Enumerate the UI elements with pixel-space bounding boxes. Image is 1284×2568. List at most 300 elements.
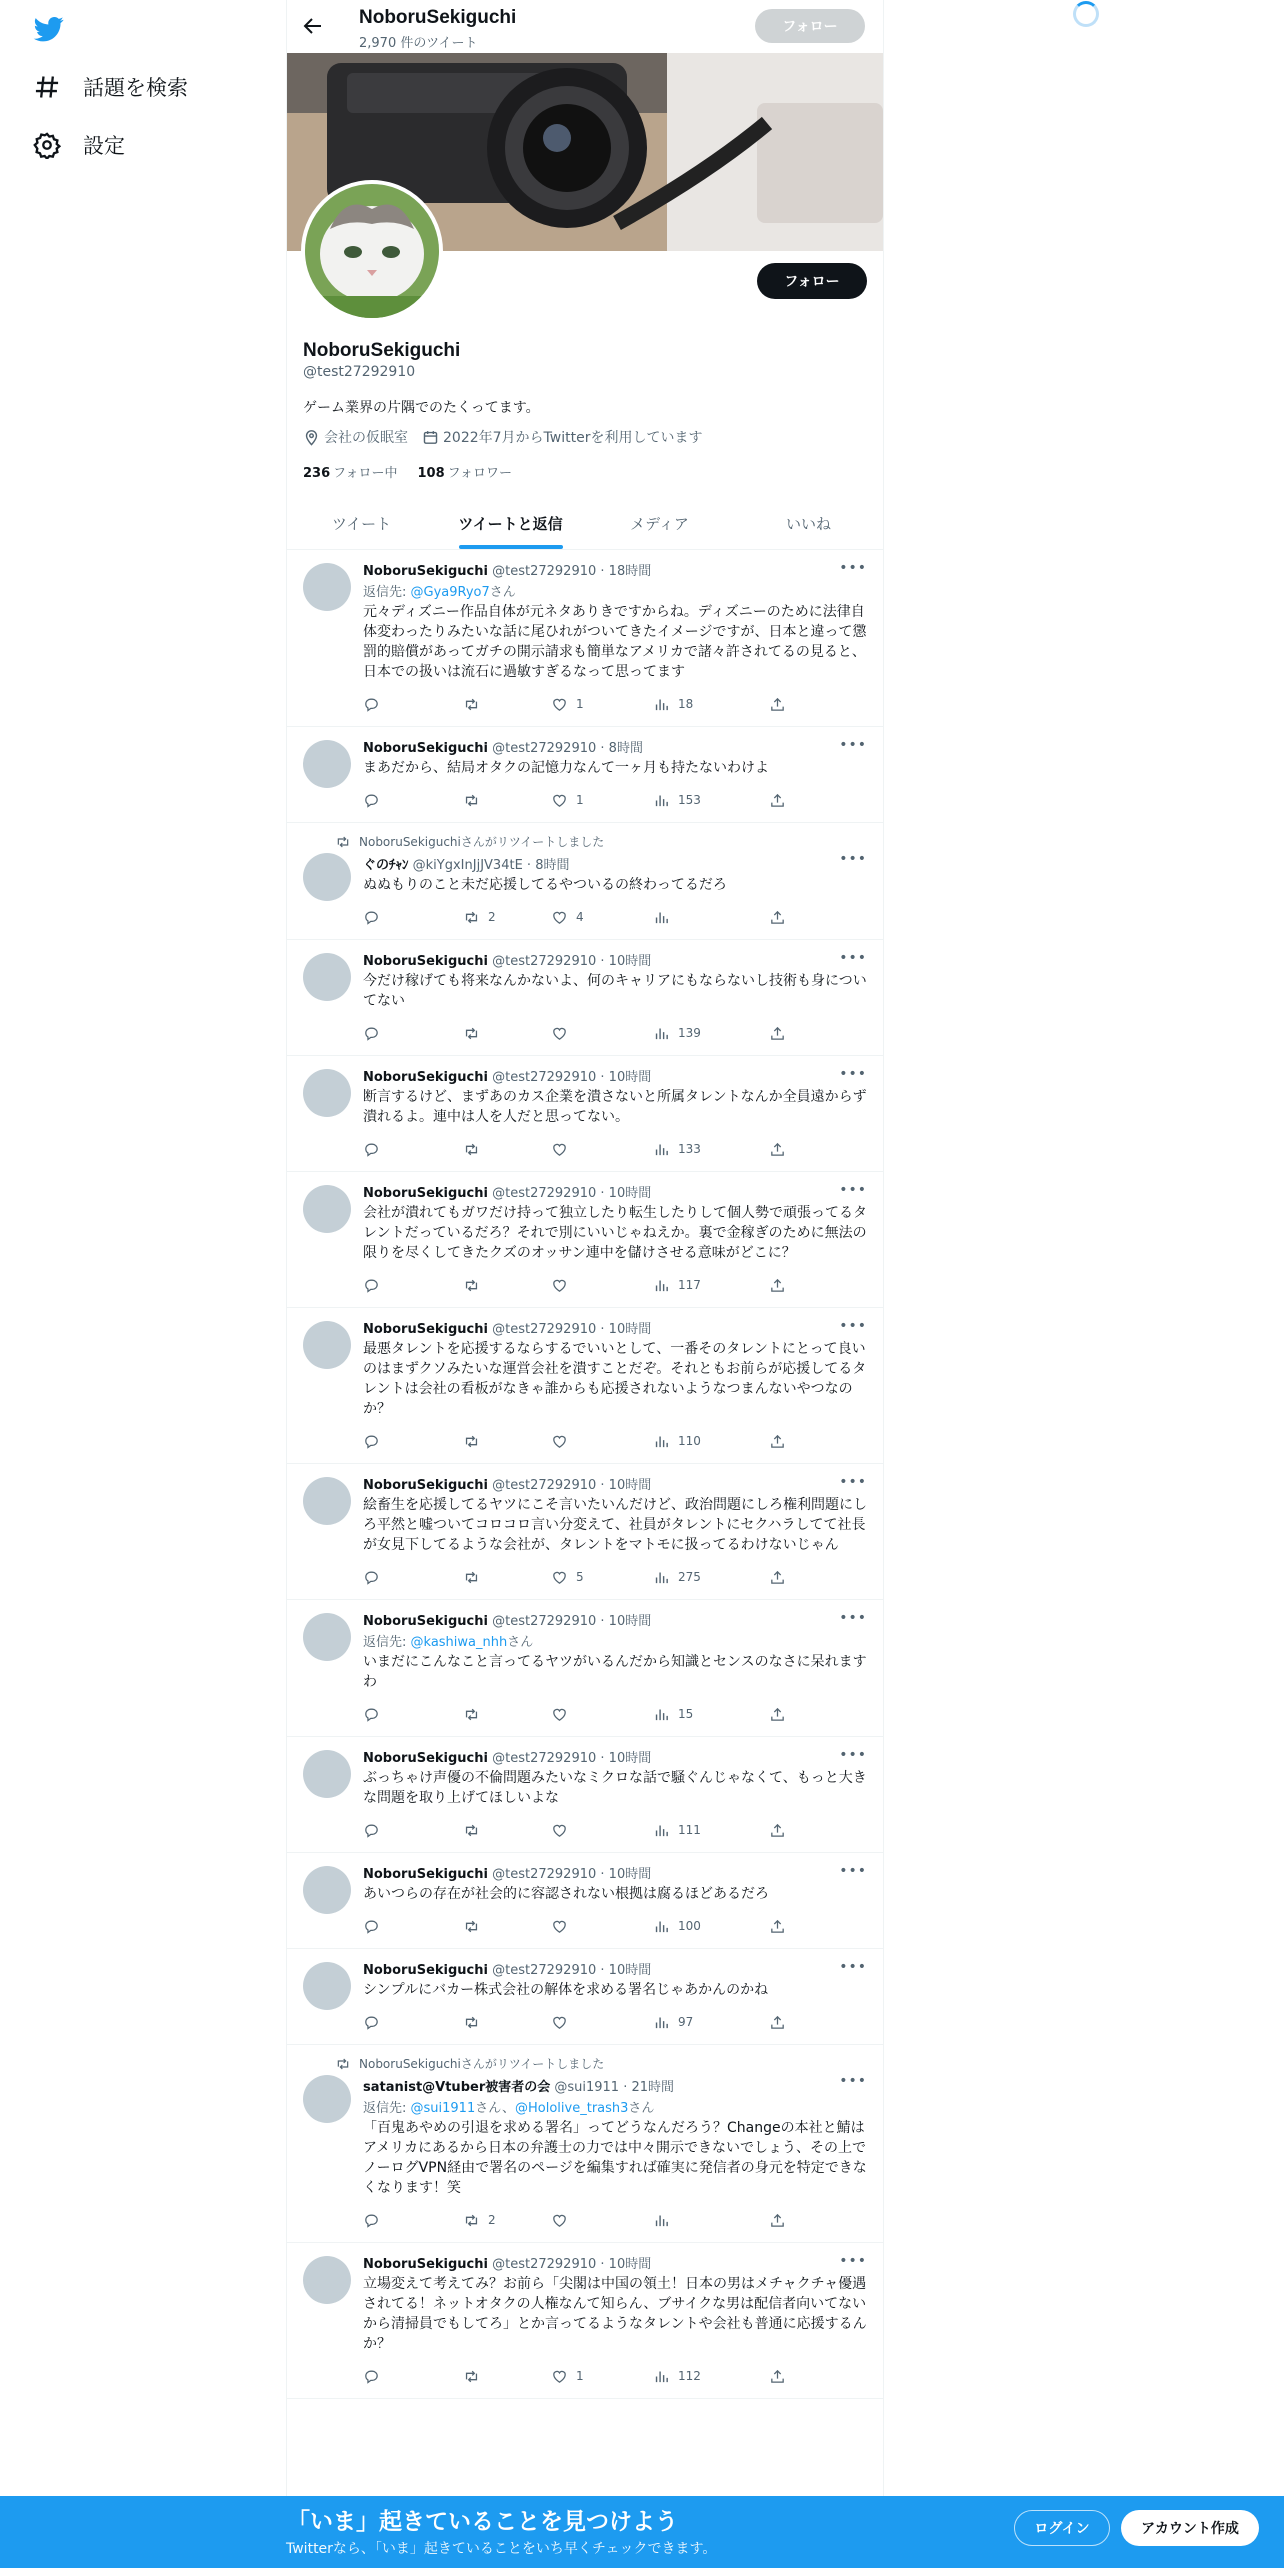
tweet[interactable] <box>287 1172 883 1308</box>
tweet-actions <box>363 1023 867 1043</box>
reply-suffix: さん <box>489 585 516 600</box>
tweet-author-name[interactable]: NoboruSekiguchi <box>363 1867 488 1882</box>
tweet-time[interactable]: 10時間 <box>608 1963 652 1978</box>
reply-prefix: 返信先: <box>363 2101 411 2116</box>
views-button[interactable] <box>653 1141 769 1158</box>
retweet-icon <box>463 1822 480 1839</box>
analytics-icon <box>653 1569 670 1586</box>
share-button[interactable] <box>769 909 799 926</box>
retweet-button[interactable] <box>463 1025 551 1042</box>
retweet-button[interactable] <box>463 909 551 926</box>
signup-banner-subtitle: Twitterなら、「いま」起きていることをいち早くチェックできます。 <box>286 2541 717 2557</box>
reply-button[interactable] <box>363 2014 463 2031</box>
tweet-time[interactable]: 8時間 <box>608 741 643 756</box>
tweet[interactable] <box>287 1737 883 1853</box>
like-button[interactable] <box>551 1141 653 1158</box>
tweet-actions <box>363 694 867 714</box>
more-options-icon[interactable]: ••• <box>839 737 867 753</box>
reply-button[interactable] <box>363 792 463 809</box>
retweet-button[interactable] <box>463 1433 551 1450</box>
tweet-author-handle[interactable]: @kiYgxInJjJV34tE <box>412 858 523 873</box>
views-button[interactable] <box>653 1822 769 1839</box>
tweet-author-name[interactable]: NoboruSekiguchi <box>363 1963 488 1978</box>
sidebar-item-settings[interactable] <box>33 130 125 160</box>
like-button[interactable] <box>551 1277 653 1294</box>
retweet-button[interactable] <box>463 1141 551 1158</box>
reply-icon <box>363 1569 380 1586</box>
reply-button[interactable] <box>363 1277 463 1294</box>
profile-meta <box>303 427 702 447</box>
like-button[interactable] <box>551 1822 653 1839</box>
views-button[interactable] <box>653 2212 769 2229</box>
tweet-author-handle[interactable]: @test27292910 <box>492 1478 597 1493</box>
retweet-indicator <box>335 2055 867 2072</box>
avatar[interactable] <box>303 2256 351 2304</box>
tweet-time[interactable]: 10時間 <box>608 1186 652 1201</box>
view-count: 15 <box>678 1707 694 1721</box>
following-count: 236 <box>303 466 331 481</box>
reply-icon <box>363 792 380 809</box>
reply-button[interactable] <box>363 1918 463 1935</box>
avatar[interactable] <box>303 740 351 788</box>
more-options-icon[interactable]: ••• <box>839 1610 867 1626</box>
views-button[interactable] <box>653 2368 769 2385</box>
profile-follow-stats <box>303 462 512 481</box>
like-button[interactable] <box>551 1706 653 1723</box>
like-count: 5 <box>576 1570 584 1584</box>
heart-icon <box>551 1918 568 1935</box>
avatar[interactable] <box>303 1962 351 2010</box>
analytics-icon <box>653 2014 670 2031</box>
tweet-actions <box>363 1139 867 1159</box>
reply-icon <box>363 1277 380 1294</box>
view-count: 97 <box>678 2015 694 2029</box>
share-icon <box>769 1277 786 1294</box>
tweet-header: NoboruSekiguchi @test27292910 · 10時間 <box>363 2257 652 2272</box>
tweet-time[interactable]: 10時間 <box>608 954 652 969</box>
tweet-text: ぬぬもりのこと未だ応援してるやついるの終わってるだろ <box>363 877 727 893</box>
tweet[interactable] <box>287 1056 883 1172</box>
tweet-time[interactable]: 10時間 <box>608 1867 652 1882</box>
like-button[interactable] <box>551 1025 653 1042</box>
retweet-button[interactable] <box>463 1569 551 1586</box>
tweet-header: NoboruSekiguchi @test27292910 · 10時間 <box>363 1478 652 1493</box>
reply-to-link[interactable]: @kashiwa_nhh <box>410 1635 508 1650</box>
share-button[interactable] <box>769 1277 799 1294</box>
like-count: 1 <box>576 697 584 711</box>
more-options-icon[interactable]: ••• <box>839 2253 867 2269</box>
tweet[interactable] <box>287 550 883 727</box>
reply-suffix: さん <box>507 1635 534 1650</box>
share-icon <box>769 1706 786 1723</box>
tweet-time[interactable]: 10時間 <box>608 1322 652 1337</box>
reply-context <box>363 2097 867 2116</box>
more-options-icon[interactable]: ••• <box>839 1474 867 1490</box>
tweet-author-handle[interactable]: @test27292910 <box>492 1751 597 1766</box>
tweet-text: シンプルにバカー株式会社の解体を求める署名じゃあかんのかね <box>363 1982 769 1998</box>
tweet-header: NoboruSekiguchi @test27292910 · 18時間 <box>363 564 652 579</box>
like-button[interactable] <box>551 1569 653 1586</box>
retweet-button[interactable] <box>463 2368 551 2385</box>
tweet-author-handle[interactable]: @test27292910 <box>492 1867 597 1882</box>
tab-media[interactable]: メディア <box>630 514 689 533</box>
tweet-author-name[interactable]: NoboruSekiguchi <box>363 954 488 969</box>
tweet-actions <box>363 2210 867 2230</box>
share-icon <box>769 1025 786 1042</box>
share-icon <box>769 2212 786 2229</box>
avatar[interactable] <box>303 1477 351 1525</box>
tweet[interactable] <box>287 1853 883 1949</box>
reply-button[interactable] <box>363 1141 463 1158</box>
tweet-author-name[interactable]: satanist@Vtuber被害者の会 <box>363 2080 551 2095</box>
retweet-button[interactable] <box>463 696 551 713</box>
share-icon <box>769 1569 786 1586</box>
signup-button[interactable]: アカウント作成 <box>1121 2510 1259 2546</box>
reply-button[interactable] <box>363 1025 463 1042</box>
view-count: 133 <box>678 1142 701 1156</box>
share-button[interactable] <box>769 1822 799 1839</box>
more-options-icon[interactable]: ••• <box>839 1182 867 1198</box>
like-count: 1 <box>576 793 584 807</box>
share-button[interactable] <box>769 2368 799 2385</box>
views-button[interactable] <box>653 1025 769 1042</box>
view-count: 117 <box>678 1278 701 1292</box>
avatar[interactable] <box>303 953 351 1001</box>
views-button[interactable] <box>653 1706 769 1723</box>
tweet-time[interactable]: 10時間 <box>608 2257 652 2272</box>
tweet-author-name[interactable]: NoboruSekiguchi <box>363 564 488 579</box>
reply-icon <box>363 2212 380 2229</box>
retweet-icon <box>463 1025 480 1042</box>
reply-icon <box>363 1918 380 1935</box>
analytics-icon <box>653 1277 670 1294</box>
tweet-author-handle[interactable]: @test27292910 <box>492 564 597 579</box>
tweet-author-name[interactable]: NoboruSekiguchi <box>363 1070 488 1085</box>
reply-button[interactable] <box>363 1706 463 1723</box>
views-button[interactable] <box>653 2014 769 2031</box>
tweet-author-name[interactable]: NoboruSekiguchi <box>363 1614 488 1629</box>
share-button[interactable] <box>769 1706 799 1723</box>
retweet-button[interactable] <box>463 1918 551 1935</box>
tweet-actions <box>363 1567 867 1587</box>
retweet-icon <box>463 1569 480 1586</box>
share-icon <box>769 2014 786 2031</box>
sidebar-item-label: 話題を検索 <box>83 76 188 100</box>
reply-icon <box>363 696 380 713</box>
reply-button[interactable] <box>363 909 463 926</box>
retweet-indicator <box>335 833 867 850</box>
tweet-author-name[interactable]: NoboruSekiguchi <box>363 741 488 756</box>
more-options-icon[interactable]: ••• <box>839 1747 867 1763</box>
heart-icon <box>551 1277 568 1294</box>
tweet-header: NoboruSekiguchi @test27292910 · 10時間 <box>363 1322 652 1337</box>
analytics-icon <box>653 1822 670 1839</box>
views-button[interactable] <box>653 1277 769 1294</box>
share-button[interactable] <box>769 696 799 713</box>
avatar[interactable] <box>303 2075 351 2123</box>
like-button[interactable] <box>551 2368 653 2385</box>
avatar[interactable] <box>303 853 351 901</box>
tweet[interactable] <box>287 823 883 940</box>
share-button[interactable] <box>769 1025 799 1042</box>
tweet-author-handle[interactable]: @test27292910 <box>492 1963 597 1978</box>
views-button[interactable] <box>653 1433 769 1450</box>
share-button[interactable] <box>769 1433 799 1450</box>
like-button[interactable] <box>551 909 653 926</box>
heart-icon <box>551 1822 568 1839</box>
reply-to-link[interactable]: @Gya9Ryo7 <box>410 585 490 600</box>
like-button[interactable] <box>551 696 653 713</box>
more-options-icon[interactable]: ••• <box>839 1863 867 1879</box>
share-icon <box>769 2368 786 2385</box>
tweet-header: NoboruSekiguchi @test27292910 · 10時間 <box>363 954 652 969</box>
retweet-icon <box>463 1918 480 1935</box>
twitter-logo-icon[interactable] <box>32 14 66 44</box>
tweet-actions <box>363 1704 867 1724</box>
reply-icon <box>363 2368 380 2385</box>
tweet[interactable] <box>287 1949 883 2045</box>
timeline <box>287 550 883 2399</box>
tweet-author-handle[interactable]: @test27292910 <box>492 954 597 969</box>
following-link[interactable] <box>303 462 398 481</box>
retweet-icon <box>463 2014 480 2031</box>
tab-likes[interactable]: いいね <box>785 514 831 533</box>
retweet-button[interactable] <box>463 1822 551 1839</box>
view-count: 139 <box>678 1026 701 1040</box>
tweet-header: NoboruSekiguchi @test27292910 · 10時間 <box>363 1070 652 1085</box>
avatar[interactable] <box>303 1069 351 1117</box>
more-options-icon[interactable]: ••• <box>839 1318 867 1334</box>
like-count: 1 <box>576 2369 584 2383</box>
tweet-author-handle[interactable]: @test27292910 <box>492 1614 597 1629</box>
tweet-author-handle[interactable]: @test27292910 <box>492 1322 597 1337</box>
share-icon <box>769 696 786 713</box>
reply-suffix: さん <box>628 2101 655 2116</box>
tweet-author-name[interactable]: NoboruSekiguchi <box>363 1478 488 1493</box>
tweet-author-name[interactable]: NoboruSekiguchi <box>363 2257 488 2272</box>
avatar[interactable] <box>303 563 351 611</box>
reply-button[interactable] <box>363 2368 463 2385</box>
avatar[interactable] <box>303 1321 351 1369</box>
heart-icon <box>551 1569 568 1586</box>
signup-banner <box>0 2496 1284 2568</box>
share-icon <box>769 1918 786 1935</box>
share-button[interactable] <box>769 792 799 809</box>
profile-header-bar <box>287 0 883 53</box>
tweet-text: 断言するけど、まずあのカス企業を潰さないと所属タレントなんか全員遠からず潰れるよ。連中は人を人だと思ってない。 <box>363 1089 867 1125</box>
like-button[interactable] <box>551 2014 653 2031</box>
tab-tweets-and-replies[interactable]: ツイートと返信 <box>436 497 585 549</box>
reply-context <box>363 581 867 600</box>
heart-icon <box>551 1706 568 1723</box>
tweet[interactable] <box>287 1308 883 1464</box>
profile-joined-text: 2022年7月からTwitterを利用しています <box>443 430 703 446</box>
profile-bio: ゲーム業界の片隅でのたくってます。 <box>303 400 540 416</box>
analytics-icon <box>653 2368 670 2385</box>
tweet-text: 立場変えて考えてみ？お前ら「尖閣は中国の領土！日本の男はメチャクチャ優遇されてる！ネットオタクの人権なんて知らん、ブサイクな男は配信者向いてないから清掃員でもしてろ」とか言ってるようなタレントや会社も普通に応援するんか？ <box>363 2276 867 2352</box>
profile-location <box>303 427 408 447</box>
reply-button[interactable] <box>363 696 463 713</box>
location-pin-icon <box>303 429 320 446</box>
tweet[interactable] <box>287 727 883 823</box>
analytics-icon <box>653 909 670 926</box>
analytics-icon <box>653 1141 670 1158</box>
profile-location-text: 会社の仮眠室 <box>324 430 408 446</box>
tweet-text: いまだにこんなこと言ってるヤツがいるんだから知識とセンスのなさに呆れますわ <box>363 1654 867 1690</box>
view-count: 100 <box>678 1919 701 1933</box>
retweet-button[interactable] <box>463 792 551 809</box>
tweet-author-handle[interactable]: @sui1911 <box>554 2080 620 2095</box>
tweet-author-handle[interactable]: @test27292910 <box>492 1070 597 1085</box>
tweet-author-handle[interactable]: @test27292910 <box>492 1186 597 1201</box>
share-button[interactable] <box>769 1141 799 1158</box>
tweet-header: NoboruSekiguchi @test27292910 · 10時間 <box>363 1867 652 1882</box>
profile-name: NoboruSekiguchi <box>303 340 461 361</box>
like-button[interactable] <box>551 792 653 809</box>
tweet-header: NoboruSekiguchi @test27292910 · 10時間 <box>363 1186 652 1201</box>
tweet-time[interactable]: 10時間 <box>608 1070 652 1085</box>
reply-icon <box>363 1141 380 1158</box>
tweet-author-name[interactable]: ぐのﾁｬﾝ <box>363 858 409 873</box>
analytics-icon <box>653 1706 670 1723</box>
tweet-time[interactable]: 21時間 <box>631 2080 675 2095</box>
tweet[interactable] <box>287 940 883 1056</box>
tweet-time[interactable]: 8時間 <box>535 858 570 873</box>
tweet-header: NoboruSekiguchi @test27292910 · 8時間 <box>363 741 643 756</box>
tweet-author-handle[interactable]: @test27292910 <box>492 2257 597 2272</box>
reply-button[interactable] <box>363 1569 463 1586</box>
more-options-icon[interactable]: ••• <box>839 1959 867 1975</box>
reply-suffix: さん、 <box>475 2101 516 2116</box>
tweet-header: NoboruSekiguchi @test27292910 · 10時間 <box>363 1963 652 1978</box>
tweet[interactable] <box>287 2243 883 2399</box>
tweet-text: 元々ディズニー作品自体が元ネタありきですからね。ディズニーのために法律自体変わったりみたいな話に尾ひれがついてきたイメージですが、日本と違って懲罰的賠償があってガチの開示請求も簡単なアメリカで諸々許されてるの見ると、日本での扱いは流石に過敏すぎるなって思ってます <box>363 604 867 680</box>
avatar[interactable] <box>303 1750 351 1798</box>
tweet-author-name[interactable]: NoboruSekiguchi <box>363 1186 488 1201</box>
header-tweet-count: 2,970 件のツイート <box>359 36 478 51</box>
more-options-icon[interactable]: ••• <box>839 1066 867 1082</box>
views-button[interactable] <box>653 792 769 809</box>
tweet-text: 絵畜生を応援してるヤツにこそ言いたいんだけど、政治問題にしろ権利問題にしろ平然と嘘ついてコロコロ言い分変えて、社員がタレントにセクハラしてて社長が女見下してるような会社が、タレントをマトモに扱ってるわけないじゃん <box>363 1497 867 1553</box>
view-count: 112 <box>678 2369 701 2383</box>
tweet[interactable] <box>287 2045 883 2243</box>
more-options-icon[interactable]: ••• <box>839 950 867 966</box>
retweet-button[interactable] <box>463 2212 551 2229</box>
tab-tweets[interactable]: ツイート <box>331 514 392 533</box>
profile-handle: @test27292910 <box>303 364 416 380</box>
like-button[interactable] <box>551 1918 653 1935</box>
tweet-text: 「百鬼あやめの引退を求める署名」ってどうなんだろう？Changeの本社と鯖はアメリカにあるから日本の弁護士の力では中々開示できないでしょう、その上でノーログVPN経由で署名のページを編集すれば確実に発信者の身元を特定できなくなります！笑 <box>363 2120 867 2196</box>
profile-avatar[interactable] <box>301 180 443 322</box>
more-options-icon[interactable]: ••• <box>839 560 867 576</box>
share-button[interactable] <box>769 2212 799 2229</box>
reply-context <box>363 1631 867 1650</box>
retweet-button[interactable] <box>463 1277 551 1294</box>
heart-icon <box>551 2212 568 2229</box>
retweet-icon <box>463 1706 480 1723</box>
views-button[interactable] <box>653 1569 769 1586</box>
retweet-button[interactable] <box>463 2014 551 2031</box>
followers-count: 108 <box>417 466 445 481</box>
avatar[interactable] <box>303 1866 351 1914</box>
heart-icon <box>551 1433 568 1450</box>
gear-icon <box>33 131 61 159</box>
tweet-text: ぶっちゃけ声優の不倫問題みたいなミクロな話で騒ぐんじゃなくて、もっと大きな問題を取り上げてほしいよな <box>363 1770 867 1806</box>
share-icon <box>769 1141 786 1158</box>
reply-to-link[interactable]: @sui1911 <box>410 2101 476 2116</box>
like-button[interactable] <box>551 1433 653 1450</box>
retweet-icon <box>463 2368 480 2385</box>
heart-icon <box>551 909 568 926</box>
followers-link[interactable] <box>418 462 513 481</box>
tweet[interactable] <box>287 1600 883 1737</box>
header-follow-button[interactable]: フォロー <box>755 9 865 43</box>
like-button[interactable] <box>551 2212 653 2229</box>
tweet-header: ぐのﾁｬﾝ @kiYgxInJjJV34tE · 8時間 <box>363 858 570 873</box>
reply-button[interactable] <box>363 2212 463 2229</box>
views-button[interactable] <box>653 909 769 926</box>
tweet-author-name[interactable]: NoboruSekiguchi <box>363 1322 488 1337</box>
more-options-icon[interactable]: ••• <box>839 851 867 867</box>
view-count: 110 <box>678 1434 701 1448</box>
share-button[interactable] <box>769 1569 799 1586</box>
following-label: フォロー中 <box>333 466 398 481</box>
tweet-author-name[interactable]: NoboruSekiguchi <box>363 1751 488 1766</box>
reply-icon <box>363 1706 380 1723</box>
sidebar-item-explore[interactable] <box>33 72 188 102</box>
profile-joined <box>422 427 702 447</box>
more-options-icon[interactable]: ••• <box>839 2073 867 2089</box>
follow-button[interactable]: フォロー <box>757 263 867 299</box>
tweet-author-handle[interactable]: @test27292910 <box>492 741 597 756</box>
heart-icon <box>551 2368 568 2385</box>
retweet-count: 2 <box>488 910 496 924</box>
share-button[interactable] <box>769 2014 799 2031</box>
retweet-icon <box>335 834 351 850</box>
avatar[interactable] <box>303 1613 351 1661</box>
tweet-actions <box>363 2366 867 2386</box>
reply-icon <box>363 2014 380 2031</box>
heart-icon <box>551 2014 568 2031</box>
views-button[interactable] <box>653 696 769 713</box>
view-count: 153 <box>678 793 701 807</box>
reply-to-link[interactable]: @Hololive_trash3 <box>515 2101 629 2116</box>
retweet-icon <box>463 696 480 713</box>
tweet-text: 最悪タレントを応援するならするでいいとして、一番そのタレントにとって良いのはまずクソみたいな運営会社を潰すことだぞ。それともお前らが応援してるタレントは会社の看板がなきゃ誰からも応援されないようなつまんないやつなのか？ <box>363 1341 867 1417</box>
back-arrow-icon[interactable] <box>301 14 325 38</box>
retweet-icon <box>463 909 480 926</box>
reply-button[interactable] <box>363 1433 463 1450</box>
login-button[interactable]: ログイン <box>1014 2510 1110 2546</box>
share-button[interactable] <box>769 1918 799 1935</box>
tweet-time[interactable]: 18時間 <box>608 564 652 579</box>
profile-tabs <box>287 497 883 550</box>
tweet-text: 今だけ稼げても将来なんかないよ、何のキャリアにもならないし技術も身についてない <box>363 973 867 1009</box>
tweet[interactable] <box>287 1464 883 1600</box>
tweet-time[interactable]: 10時間 <box>608 1751 652 1766</box>
retweet-icon <box>463 1433 480 1450</box>
tweet-actions <box>363 790 867 810</box>
retweet-button[interactable] <box>463 1706 551 1723</box>
avatar[interactable] <box>303 1185 351 1233</box>
reply-button[interactable] <box>363 1822 463 1839</box>
tweet-time[interactable]: 10時間 <box>608 1478 652 1493</box>
view-count: 111 <box>678 1823 701 1837</box>
views-button[interactable] <box>653 1918 769 1935</box>
tweet-time[interactable]: 10時間 <box>608 1614 652 1629</box>
followers-label: フォロワー <box>447 466 512 481</box>
share-icon <box>769 909 786 926</box>
